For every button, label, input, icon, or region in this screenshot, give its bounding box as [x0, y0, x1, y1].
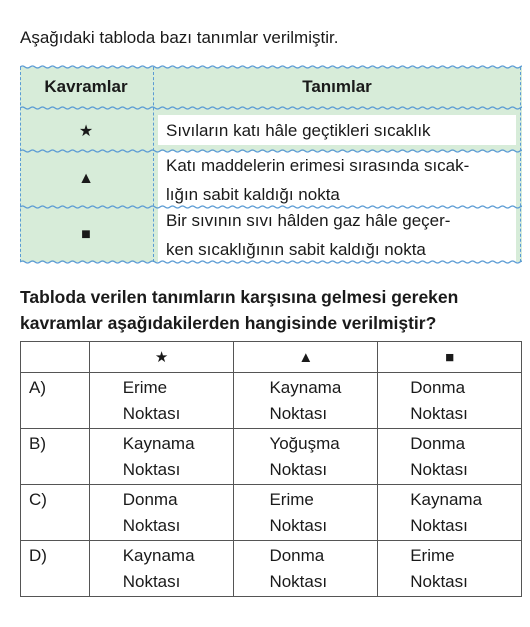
option-cell — [234, 429, 378, 485]
column-divider — [520, 67, 521, 262]
definition-row-2 — [158, 151, 516, 209]
wave-divider — [20, 258, 522, 266]
cell-line: Noktası — [410, 460, 468, 479]
option-cell — [378, 429, 522, 485]
triangle-icon: ▲ — [78, 170, 94, 187]
cell-line: Erime — [122, 378, 168, 397]
cell-line: Kaynama — [269, 378, 342, 397]
definition-line: lığın sabit kaldığı nokta — [166, 185, 340, 204]
option-b-row[interactable] — [21, 429, 522, 485]
definition-row-1 — [158, 115, 516, 145]
options-header-row — [21, 342, 522, 373]
cell-line: Kaynama — [410, 490, 483, 509]
wave-divider — [20, 104, 522, 112]
column-divider — [153, 67, 154, 262]
option-d-row[interactable] — [21, 541, 522, 597]
cell-line: Donma — [410, 434, 466, 453]
wave-line — [20, 66, 522, 68]
cell-line: Noktası — [410, 404, 468, 423]
cell-line: Noktası — [269, 516, 328, 535]
cell-line: Kaynama — [122, 434, 195, 453]
question-text: Tabloda verilen tanımların karşısına gelmesi gereken kavramlar aşağıdakilerden hangisinde verilmiştir? — [20, 287, 459, 333]
wave-line — [20, 261, 522, 263]
square-icon: ■ — [81, 225, 91, 243]
square-icon: ■ — [378, 342, 522, 373]
option-cell — [378, 485, 522, 541]
empty-header-cell — [21, 342, 90, 373]
option-cell — [234, 485, 378, 541]
option-label: B) — [21, 429, 90, 485]
wave-divider — [20, 147, 522, 155]
definition-line: Sıvıların katı hâle geçtikleri sıcaklık — [166, 120, 431, 140]
cell-line: Noktası — [410, 516, 468, 535]
option-cell — [89, 429, 234, 485]
column-divider — [20, 67, 21, 262]
option-cell — [89, 485, 234, 541]
options-table — [20, 341, 522, 597]
cell-line: Noktası — [410, 572, 468, 591]
definitions-table — [20, 67, 522, 262]
option-cell — [378, 373, 522, 429]
option-a-row[interactable] — [21, 373, 522, 429]
cell-line: Donma — [410, 378, 466, 397]
wave-line — [20, 150, 522, 152]
star-icon: ★ — [78, 123, 94, 140]
header-concepts: Kavramlar — [44, 77, 128, 96]
option-cell — [234, 541, 378, 597]
wave-line — [20, 107, 522, 109]
cell-line: Noktası — [122, 572, 181, 591]
option-cell — [89, 373, 234, 429]
cell-line: Noktası — [269, 460, 328, 479]
cell-line: Donma — [269, 546, 325, 565]
option-cell — [378, 541, 522, 597]
definition-line: Bir sıvının sıvı hâlden gaz hâle geçer- — [166, 210, 451, 230]
cell-line: Noktası — [122, 404, 181, 423]
star-icon: ★ — [89, 342, 234, 373]
option-label: A) — [21, 373, 90, 429]
wave-line — [20, 206, 522, 208]
definition-line: ken sıcaklığının sabit kaldığı nokta — [166, 239, 426, 259]
cell-line: Erime — [269, 490, 314, 509]
cell-line: Yoğuşma — [269, 434, 340, 453]
wave-divider — [20, 203, 522, 211]
cell-line: Noktası — [269, 404, 328, 423]
cell-line: Noktası — [122, 516, 181, 535]
wave-divider — [20, 63, 522, 71]
cell-line: Donma — [122, 490, 178, 509]
definition-line: Katı maddelerin erimesi sırasında sıcak- — [166, 156, 470, 175]
definition-row-3 — [158, 207, 516, 262]
cell-line: Noktası — [122, 460, 181, 479]
cell-line: Noktası — [269, 572, 328, 591]
option-label: C) — [21, 485, 90, 541]
cell-line: Erime — [410, 546, 455, 565]
header-definitions: Tanımlar — [302, 77, 372, 96]
option-c-row[interactable] — [21, 485, 522, 541]
option-label: D) — [21, 541, 90, 597]
option-cell — [89, 541, 234, 597]
triangle-icon: ▲ — [234, 342, 378, 373]
option-cell — [234, 373, 378, 429]
intro-text: Aşağıdaki tabloda bazı tanımlar verilmiştir. — [20, 28, 339, 47]
cell-line: Kaynama — [122, 546, 195, 565]
